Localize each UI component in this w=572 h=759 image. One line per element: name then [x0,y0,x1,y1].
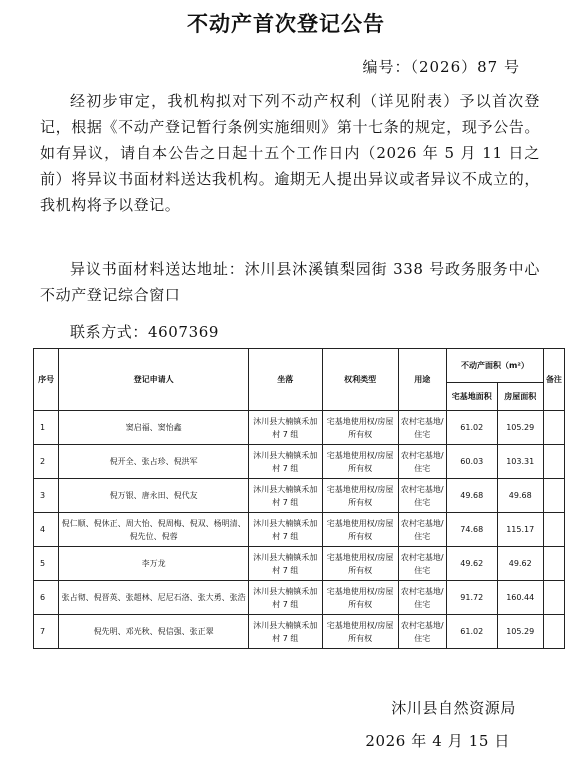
cell-seq: 4 [34,513,59,547]
document-number: 编号：（2026）87 号 [362,58,520,76]
cell-land-area: 91.72 [446,581,497,615]
cell-seq: 3 [34,479,59,513]
table-row [34,513,565,547]
cell-right-type: 宅基地使用权/房屋所有权 [322,411,398,445]
cell-use: 农村宅基地/住宅 [398,547,446,581]
cell-seq: 2 [34,445,59,479]
cell-right-type: 宅基地使用权/房屋所有权 [322,445,398,479]
header-seq: 序号 [34,349,59,411]
cell-seq: 6 [34,581,59,615]
cell-house-area: 103.31 [497,445,543,479]
header-area: 不动产面积（m²） [446,349,543,383]
header-location: 坐落 [248,349,322,411]
header-land-area: 宅基地面积 [446,383,497,411]
cell-seq: 1 [34,411,59,445]
cell-house-area: 105.29 [497,411,543,445]
cell-location: 沐川县大楠镇禾加村 7 组 [248,479,322,513]
table-row [34,411,565,445]
cell-applicant: 李万龙 [59,547,249,581]
header-use: 用途 [398,349,446,411]
cell-location: 沐川县大楠镇禾加村 7 组 [248,513,322,547]
table-row [34,581,565,615]
cell-use: 农村宅基地/住宅 [398,581,446,615]
cell-applicant: 窦启福、窦怡鑫 [59,411,249,445]
cell-house-area: 49.68 [497,479,543,513]
cell-remark [543,513,564,547]
cell-use: 农村宅基地/住宅 [398,513,446,547]
cell-location: 沐川县大楠镇禾加村 7 组 [248,615,322,649]
cell-applicant: 倪万银、唐永田、倪代友 [59,479,249,513]
cell-house-area: 115.17 [497,513,543,547]
signature-organization: 沐川县自然资源局 [391,699,516,717]
cell-land-area: 74.68 [446,513,497,547]
notice-paragraph-main: 经初步审定，我机构拟对下列不动产权利（详见附表）予以首次登记，根据《不动产登记暂行条例实施细则》第十七条的规定，现予公告。如有异议，请自本公告之日起十五个工作日内（2026 年 5 月 11 日之前）将异议书面材料送达我机构。逾期无人提出异议或者异议不成立的，我机构将予以登记。 [40,92,540,214]
cell-right-type: 宅基地使用权/房屋所有权 [322,513,398,547]
cell-right-type: 宅基地使用权/房屋所有权 [322,547,398,581]
cell-house-area: 160.44 [497,581,543,615]
header-applicant: 登记申请人 [59,349,249,411]
cell-remark [543,411,564,445]
cell-remark [543,445,564,479]
header-house-area: 房屋面积 [497,383,543,411]
cell-land-area: 49.62 [446,547,497,581]
cell-use: 农村宅基地/住宅 [398,445,446,479]
table-row [34,479,565,513]
signature-date: 2026 年 4 月 15 日 [365,732,510,750]
table-row [34,445,565,479]
contact-info: 联系方式：4607369 [70,323,220,341]
cell-use: 农村宅基地/住宅 [398,479,446,513]
cell-use: 农村宅基地/住宅 [398,411,446,445]
cell-house-area: 105.29 [497,615,543,649]
cell-remark [543,581,564,615]
cell-applicant: 张占彻、倪晋英、张超林、尼尼石洛、张大勇、张浩 [59,581,249,615]
header-remark: 备注 [543,349,564,411]
cell-land-area: 61.02 [446,411,497,445]
cell-seq: 7 [34,615,59,649]
cell-land-area: 61.02 [446,615,497,649]
cell-right-type: 宅基地使用权/房屋所有权 [322,479,398,513]
cell-remark [543,547,564,581]
cell-right-type: 宅基地使用权/房屋所有权 [322,581,398,615]
cell-house-area: 49.62 [497,547,543,581]
table-row [34,615,565,649]
cell-land-area: 60.03 [446,445,497,479]
registration-table [33,348,565,649]
cell-remark [543,479,564,513]
cell-location: 沐川县大楠镇禾加村 7 组 [248,547,322,581]
cell-applicant: 倪开全、张占珍、倪洪军 [59,445,249,479]
cell-use: 农村宅基地/住宅 [398,615,446,649]
cell-remark [543,615,564,649]
cell-right-type: 宅基地使用权/房屋所有权 [322,615,398,649]
cell-land-area: 49.68 [446,479,497,513]
cell-seq: 5 [34,547,59,581]
cell-applicant: 倪仁顺、倪休正、周大怡、倪周梅、倪双、杨明清、倪先位、倪蓉 [59,513,249,547]
notice-title: 不动产首次登记公告 [187,12,385,36]
table-row [34,547,565,581]
header-right-type: 权利类型 [322,349,398,411]
cell-location: 沐川县大楠镇禾加村 7 组 [248,581,322,615]
cell-location: 沐川县大楠镇禾加村 7 组 [248,411,322,445]
cell-applicant: 倪先明、邓光秋、倪信强、张正翠 [59,615,249,649]
objection-address-paragraph: 异议书面材料送达地址：沐川县沐溪镇梨园街 338 号政务服务中心不动产登记综合窗口 [40,260,540,304]
cell-location: 沐川县大楠镇禾加村 7 组 [248,445,322,479]
